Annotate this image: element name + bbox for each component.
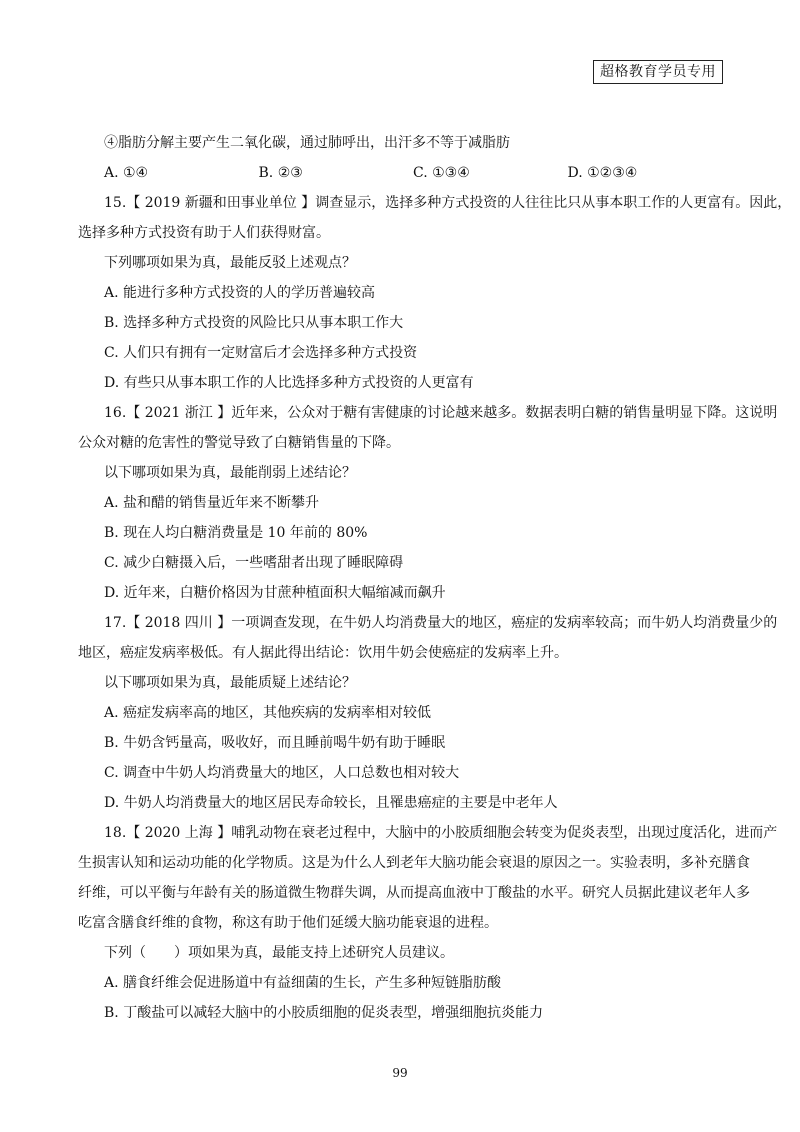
option-b: B. 现在人均白糖消费量是 10 年前的 80% xyxy=(104,525,368,541)
option-a: A. 膳食纤维会促进肠道中有益细菌的生长，产生多种短链脂肪酸 xyxy=(104,975,502,991)
question-stem: 15.【 2019 新疆和田事业单位 】调查显示，选择多种方式投资的人往往比只从事本职工作的人更富有。因此， xyxy=(104,195,792,211)
option-b: B. 选择多种方式投资的风险比只从事本职工作大 xyxy=(104,315,404,331)
question-stem: 18.【 2020 上海 】哺乳动物在衰老过程中，大脑中的小胶质细胞会转变为促炎表型，出现过度活化，进而产 xyxy=(104,825,778,841)
question-stem: 17.【 2018 四川 】一项调查发现，在牛奶人均消费量大的地区，癌症的发病率较高；而牛奶人均消费量少的 xyxy=(104,615,778,631)
option-d: D. ①②③④ xyxy=(567,165,638,181)
question-17 xyxy=(78,608,778,818)
option-c: C. ①③④ xyxy=(413,165,470,181)
intro-options xyxy=(78,158,722,188)
question-prompt: 以下哪项如果为真，最能削弱上述结论？ xyxy=(104,465,356,481)
question-stem: 纤维，可以平衡与年龄有关的肠道微生物群失调，从而提高血液中丁酸盐的水平。研究人员据此建议老年人多 xyxy=(78,885,750,901)
question-stem: 16.【 2021 浙江 】近年来，公众对于糖有害健康的讨论越来越多。数据表明白糖的销售量明显下降。这说明 xyxy=(104,405,778,421)
question-16 xyxy=(78,398,778,608)
option-a: A. 盐和醋的销售量近年来不断攀升 xyxy=(104,495,320,511)
option-a: A. 能进行多种方式投资的人的学历普遍较高 xyxy=(104,285,376,301)
question-prompt: 下列（ ）项如果为真，最能支持上述研究人员建议。 xyxy=(104,945,454,961)
page-content xyxy=(78,128,792,1028)
question-prompt: 以下哪项如果为真，最能质疑上述结论？ xyxy=(104,675,356,691)
question-stem: 生损害认知和运动功能的化学物质。这是为什么人到老年大脑功能会衰退的原因之一。实验表明，多补充膳食 xyxy=(78,855,750,871)
question-stem: 地区，癌症发病率极低。有人据此得出结论：饮用牛奶会使癌症的发病率上升。 xyxy=(78,645,568,661)
option-c: C. 减少白糖摄入后，一些嗜甜者出现了睡眠障碍 xyxy=(104,555,404,571)
option-b: B. 丁酸盐可以减轻大脑中的小胶质细胞的促炎表型，增强细胞抗炎能力 xyxy=(104,1005,544,1021)
question-stem: 吃富含膳食纤维的食物，称这有助于他们延缓大脑功能衰退的进程。 xyxy=(78,915,498,931)
question-stem: 选择多种方式投资有助于人们获得财富。 xyxy=(78,225,330,241)
question-stem: 公众对糖的危害性的警觉导致了白糖销售量的下降。 xyxy=(78,435,400,451)
page-number: 99 xyxy=(392,1066,408,1080)
option-b: B. 牛奶含钙量高，吸收好，而且睡前喝牛奶有助于睡眠 xyxy=(104,735,446,751)
option-a: A. ①④ xyxy=(104,165,149,181)
option-d: D. 牛奶人均消费量大的地区居民寿命较长，且罹患癌症的主要是中老年人 xyxy=(104,795,558,811)
intro-statement: ④脂肪分解主要产生二氧化碳，通过肺呼出，出汗多不等于减脂肪 xyxy=(104,135,510,151)
option-d: D. 近年来，白糖价格因为甘蔗种植面积大幅缩减而飙升 xyxy=(104,585,446,601)
option-c: C. 人们只有拥有一定财富后才会选择多种方式投资 xyxy=(104,345,418,361)
option-b: B. ②③ xyxy=(258,165,303,181)
option-c: C. 调查中牛奶人均消费量大的地区，人口总数也相对较大 xyxy=(104,765,460,781)
question-18 xyxy=(78,818,778,1028)
question-15 xyxy=(78,188,792,398)
watermark-stamp: 超格教育学员专用 xyxy=(593,60,723,84)
question-prompt: 下列哪项如果为真，最能反驳上述观点？ xyxy=(104,255,356,271)
option-a: A. 癌症发病率高的地区，其他疾病的发病率相对较低 xyxy=(104,705,432,721)
option-d: D. 有些只从事本职工作的人比选择多种方式投资的人更富有 xyxy=(104,375,474,391)
